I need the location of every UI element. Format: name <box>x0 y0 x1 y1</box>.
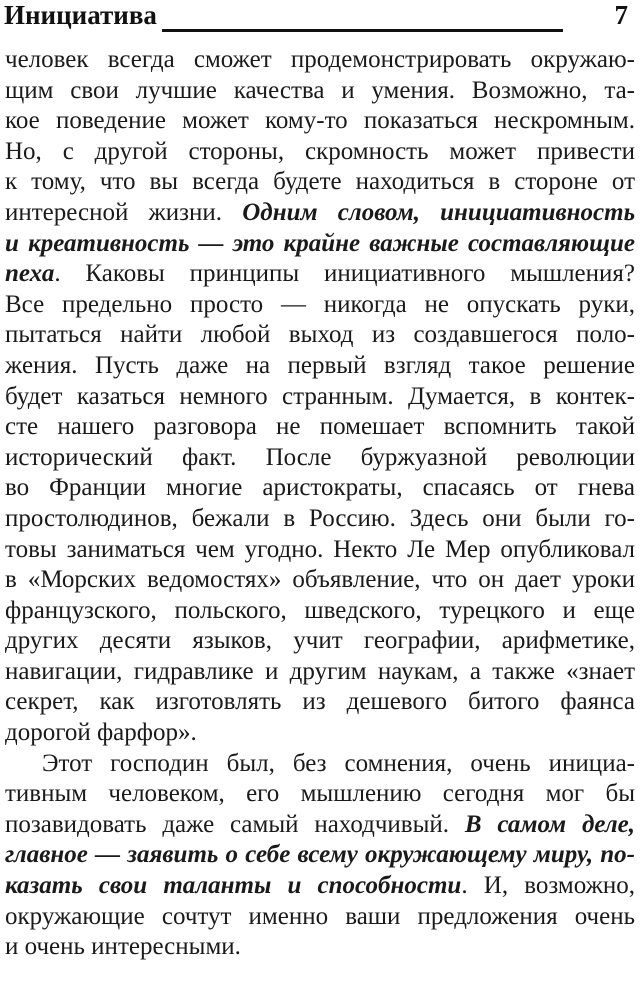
text-run: во Франции многие аристократы, спасаясь от гнева <box>5 474 635 502</box>
text-run: и очень интересными. <box>5 933 241 961</box>
text-line <box>5 535 635 566</box>
emphasis-text: главное — заявить о себе всему окружающему миру, по- <box>5 841 635 869</box>
text-run: Этот господин был, без сомнения, очень инициа- <box>42 749 635 777</box>
text-run: других десяти языков, учит географии, арифметике, <box>5 627 635 655</box>
text-run: Но, с другой стороны, скромность может привести <box>5 137 635 165</box>
text-run: исторический факт. После буржуазной революции <box>5 443 635 471</box>
text-line <box>5 902 635 933</box>
text-run: сте нашего разговора не помешает вспомнить такой <box>5 413 635 441</box>
text-line <box>5 626 635 657</box>
text-run: окружающие сочтут именно ваши предложения очень <box>5 902 635 930</box>
text-run: . Каковы принципы инициативного мышления? <box>54 260 635 288</box>
emphasis-text: пеха <box>5 260 55 288</box>
text-run: будет казаться немного странным. Думается, в контек- <box>5 382 635 410</box>
body-text <box>5 45 635 963</box>
text-line <box>5 259 635 290</box>
text-run: позавидовать даже самый находчивый. <box>5 810 465 838</box>
text-run: дорогой фарфор». <box>5 719 197 747</box>
paragraph <box>5 749 635 963</box>
text-run: простолюдинов, бежали в Россию. Здесь они были го- <box>5 504 635 532</box>
emphasis-text: Одним словом, инициативность <box>242 198 635 226</box>
text-run: жения. Пусть даже на первый взгляд такое решение <box>5 351 635 379</box>
header-rule <box>162 29 563 32</box>
text-line <box>5 565 635 596</box>
text-line <box>5 657 635 688</box>
text-run: навигации, гидравлике и другим наукам, а также «знает <box>5 657 635 685</box>
text-line <box>5 871 635 902</box>
text-line <box>5 76 635 107</box>
text-line <box>5 106 635 137</box>
text-run: товы заниматься чем угодно. Некто Ле Мер опубликовал <box>5 535 635 563</box>
page-number: 7 <box>614 0 628 30</box>
text-line <box>5 718 635 749</box>
text-run: щим свои лучшие качества и умения. Возможно, та- <box>5 76 635 104</box>
emphasis-text: казать свои таланты и способности <box>5 872 462 900</box>
emphasis-text: В самом деле, <box>464 810 635 838</box>
text-run: . И, возможно, <box>461 872 635 900</box>
text-line <box>5 687 635 718</box>
text-line <box>5 473 635 504</box>
paragraph <box>5 45 635 749</box>
text-line <box>5 596 635 627</box>
text-line <box>5 137 635 168</box>
text-run: Все предельно просто — никогда не опускать руки, <box>5 290 635 318</box>
text-run: к тому, что вы всегда будете находиться в стороне от <box>5 168 635 196</box>
text-run: в «Морских ведомостях» объявление, что он дает уроки <box>5 566 635 594</box>
text-line <box>5 779 635 810</box>
text-line <box>5 198 635 229</box>
text-line <box>5 504 635 535</box>
text-line <box>5 290 635 321</box>
text-line <box>5 932 635 963</box>
text-line <box>5 167 635 198</box>
text-line <box>5 229 635 260</box>
text-line <box>5 412 635 443</box>
text-run: кое поведение может кому-то показаться нескромным. <box>5 107 635 135</box>
text-run: интересной жизни. <box>5 198 243 226</box>
text-run: секрет, как изготовлять из дешевого битого фаянса <box>5 688 635 716</box>
text-line <box>5 443 635 474</box>
text-run: пытаться найти любой выход из создавшегося поло- <box>5 321 635 349</box>
text-run: тивным человеком, его мышлению сегодня мог бы <box>5 780 635 808</box>
text-line <box>5 351 635 382</box>
text-line <box>5 382 635 413</box>
text-run: человек всегда сможет продемонстрировать окружаю- <box>5 46 635 73</box>
text-line <box>5 840 635 871</box>
emphasis-text: и креативность — это крайне важные составляющие <box>5 229 635 257</box>
text-line <box>5 45 635 76</box>
text-line <box>5 320 635 351</box>
text-line <box>5 810 635 841</box>
text-run: французского, польского, шведского, турецкого и еще <box>5 596 635 624</box>
text-line <box>5 749 635 780</box>
running-header-title: Инициатива <box>4 0 157 30</box>
